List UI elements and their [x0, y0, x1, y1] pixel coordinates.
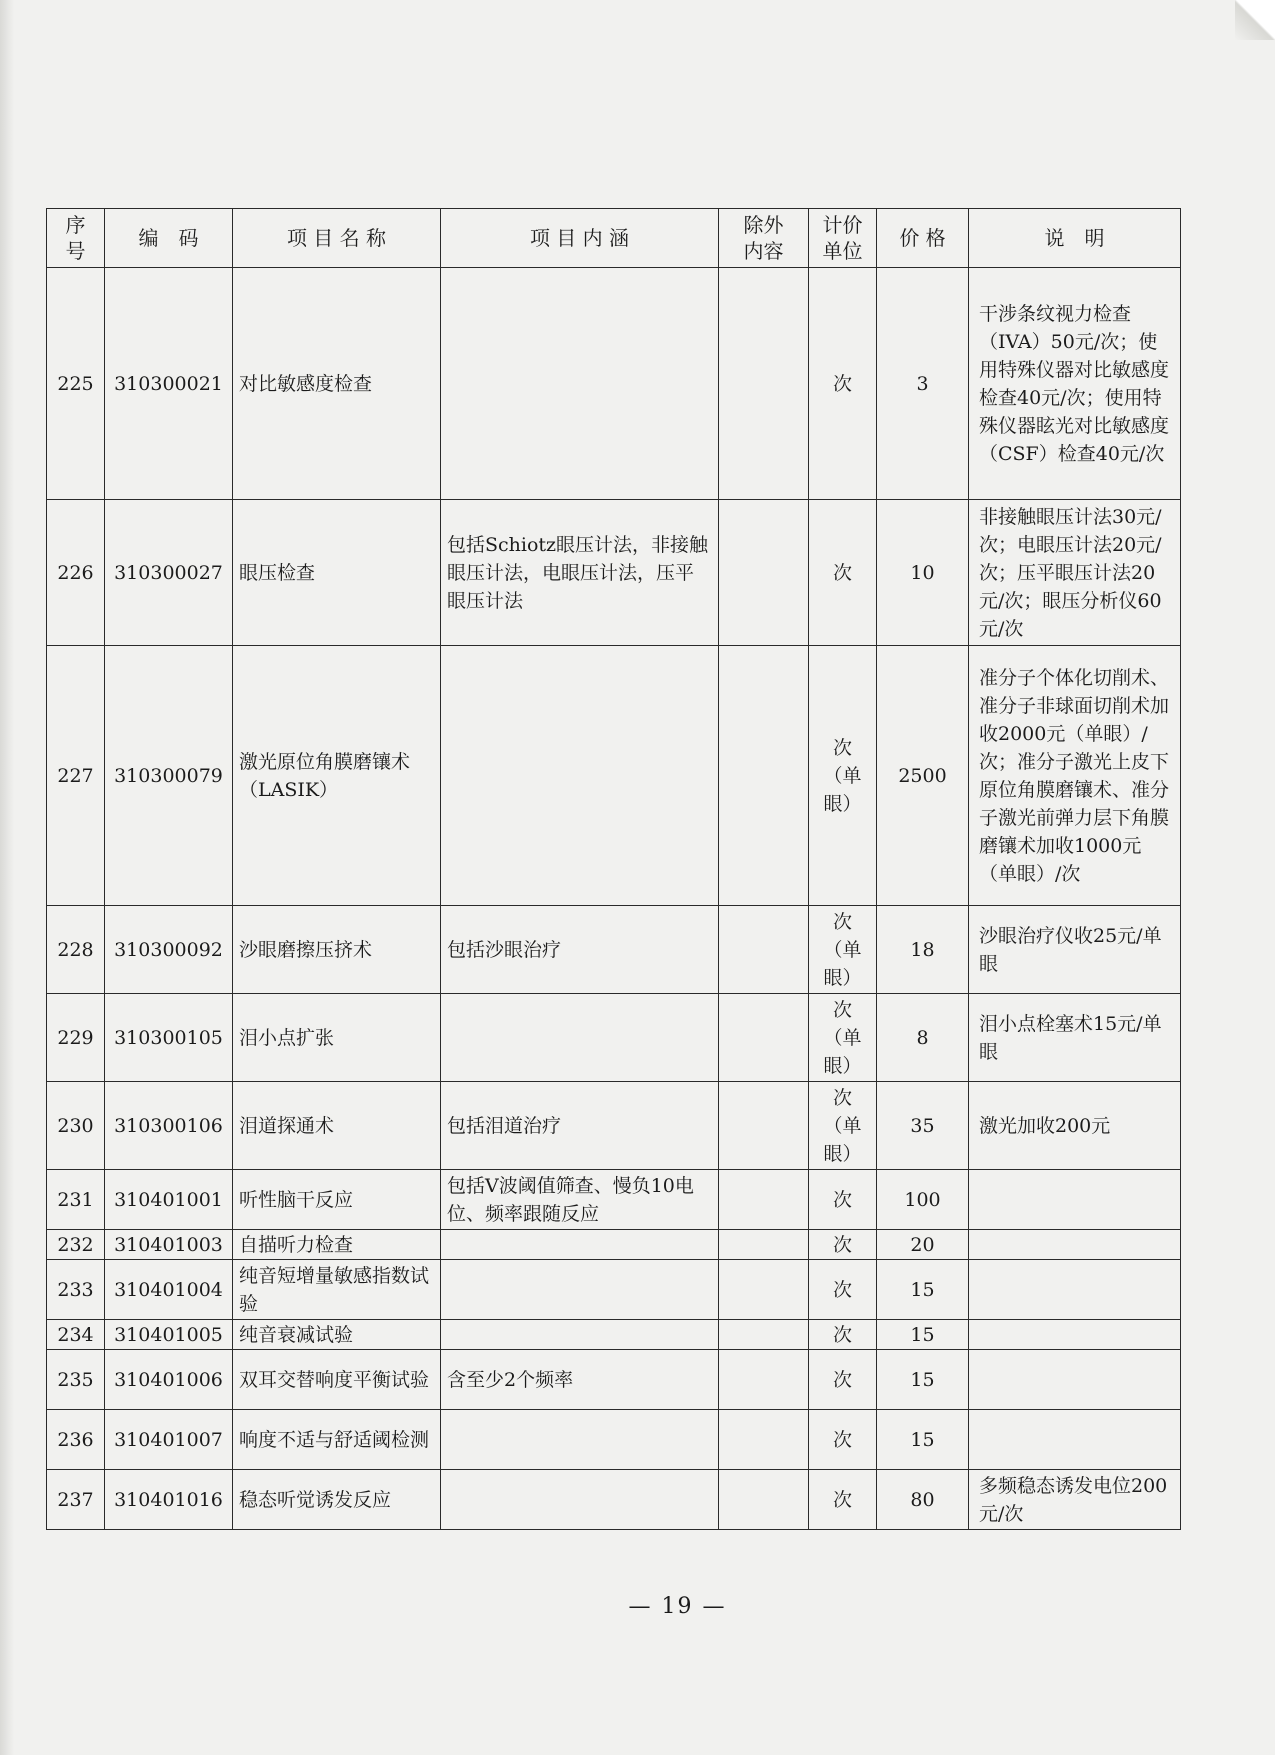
- cell-seq: 230: [47, 1082, 105, 1170]
- cell-remark: 干涉条纹视力检查（IVA）50元/次；使用特殊仪器对比敏感度检查40元/次；使用特殊仪器眩光对比敏感度（CSF）检查40元/次: [969, 268, 1181, 500]
- cell-content: [441, 994, 719, 1082]
- cell-price: 15: [877, 1350, 969, 1410]
- header-price: 价 格: [877, 209, 969, 268]
- cell-name: 沙眼磨擦压挤术: [233, 906, 441, 994]
- cell-seq: 231: [47, 1170, 105, 1230]
- cell-unit: 次: [809, 1260, 877, 1320]
- cell-remark: [969, 1410, 1181, 1470]
- cell-name: 听性脑干反应: [233, 1170, 441, 1230]
- cell-price: 80: [877, 1470, 969, 1530]
- cell-code: 310401007: [105, 1410, 233, 1470]
- cell-exclusion: [719, 646, 809, 906]
- cell-remark: 非接触眼压计法30元/次；电眼压计法20元/次；压平眼压计法20元/次；眼压分析仪60元/次: [969, 500, 1181, 646]
- table-row: [47, 646, 1181, 906]
- cell-code: 310401004: [105, 1260, 233, 1320]
- cell-exclusion: [719, 1260, 809, 1320]
- cell-remark: [969, 1170, 1181, 1230]
- cell-content: 含至少2个频率: [441, 1350, 719, 1410]
- cell-name: 纯音短增量敏感指数试验: [233, 1260, 441, 1320]
- cell-name: 稳态听觉诱发反应: [233, 1470, 441, 1530]
- cell-unit: 次: [809, 1170, 877, 1230]
- cell-price: 2500: [877, 646, 969, 906]
- cell-price: 3: [877, 268, 969, 500]
- cell-content: 包括V波阈值筛查、慢负10电位、频率跟随反应: [441, 1170, 719, 1230]
- cell-name: 泪道探通术: [233, 1082, 441, 1170]
- header-exclusion: 除外内容: [719, 209, 809, 268]
- cell-unit: 次: [809, 1350, 877, 1410]
- cell-code: 310300021: [105, 268, 233, 500]
- table-row: [47, 1470, 1181, 1530]
- cell-exclusion: [719, 1350, 809, 1410]
- table-row: [47, 1320, 1181, 1350]
- cell-code: 310300027: [105, 500, 233, 646]
- cell-remark: [969, 1350, 1181, 1410]
- cell-content: [441, 1410, 719, 1470]
- cell-remark: 准分子个体化切削术、准分子非球面切削术加收2000元（单眼）/次；准分子激光上皮下原位角膜磨镶术、准分子激光前弹力层下角膜磨镶术加收1000元（单眼）/次: [969, 646, 1181, 906]
- cell-remark: 激光加收200元: [969, 1082, 1181, 1170]
- cell-seq: 233: [47, 1260, 105, 1320]
- cell-price: 15: [877, 1260, 969, 1320]
- cell-code: 310300106: [105, 1082, 233, 1170]
- cell-price: 15: [877, 1320, 969, 1350]
- cell-unit: 次: [809, 1470, 877, 1530]
- cell-price: 35: [877, 1082, 969, 1170]
- cell-seq: 234: [47, 1320, 105, 1350]
- table-row: [47, 1230, 1181, 1260]
- cell-exclusion: [719, 1170, 809, 1230]
- cell-unit: 次: [809, 1230, 877, 1260]
- cell-unit: 次（单眼）: [809, 994, 877, 1082]
- cell-name: 纯音衰减试验: [233, 1320, 441, 1350]
- cell-code: 310401001: [105, 1170, 233, 1230]
- cell-code: 310401003: [105, 1230, 233, 1260]
- header-remark: 说 明: [969, 209, 1181, 268]
- cell-price: 15: [877, 1410, 969, 1470]
- cell-unit: 次: [809, 500, 877, 646]
- cell-remark: 沙眼治疗仪收25元/单眼: [969, 906, 1181, 994]
- scan-page-edge: [0, 0, 14, 1755]
- cell-seq: 236: [47, 1410, 105, 1470]
- cell-price: 100: [877, 1170, 969, 1230]
- cell-unit: 次: [809, 268, 877, 500]
- cell-name: 泪小点扩张: [233, 994, 441, 1082]
- cell-name: 眼压检查: [233, 500, 441, 646]
- table-row: [47, 1410, 1181, 1470]
- table-row: [47, 500, 1181, 646]
- cell-name: 双耳交替响度平衡试验: [233, 1350, 441, 1410]
- cell-exclusion: [719, 1410, 809, 1470]
- cell-name: 对比敏感度检查: [233, 268, 441, 500]
- cell-code: 310300092: [105, 906, 233, 994]
- cell-remark: [969, 1320, 1181, 1350]
- header-name: 项 目 名 称: [233, 209, 441, 268]
- cell-price: 8: [877, 994, 969, 1082]
- table-row: [47, 994, 1181, 1082]
- cell-name: 自描听力检查: [233, 1230, 441, 1260]
- cell-seq: 232: [47, 1230, 105, 1260]
- cell-exclusion: [719, 1230, 809, 1260]
- cell-code: 310401006: [105, 1350, 233, 1410]
- cell-code: 310401005: [105, 1320, 233, 1350]
- cell-exclusion: [719, 1082, 809, 1170]
- cell-content: [441, 1260, 719, 1320]
- cell-remark: [969, 1230, 1181, 1260]
- cell-code: 310300079: [105, 646, 233, 906]
- scan-corner-fold: [1235, 0, 1275, 40]
- table-row: [47, 268, 1181, 500]
- table-header-row: [47, 209, 1181, 268]
- cell-seq: 235: [47, 1350, 105, 1410]
- cell-remark: [969, 1260, 1181, 1320]
- cell-content: 包括泪道治疗: [441, 1082, 719, 1170]
- header-code: 编 码: [105, 209, 233, 268]
- table-row: [47, 1260, 1181, 1320]
- medical-fee-table: [46, 208, 1181, 1530]
- cell-content: 包括沙眼治疗: [441, 906, 719, 994]
- cell-content: [441, 1230, 719, 1260]
- cell-seq: 226: [47, 500, 105, 646]
- cell-name: 激光原位角膜磨镶术（LASIK）: [233, 646, 441, 906]
- cell-price: 20: [877, 1230, 969, 1260]
- table-row: [47, 1170, 1181, 1230]
- cell-exclusion: [719, 906, 809, 994]
- cell-price: 10: [877, 500, 969, 646]
- cell-unit: 次（单眼）: [809, 906, 877, 994]
- cell-code: 310300105: [105, 994, 233, 1082]
- cell-exclusion: [719, 1320, 809, 1350]
- table-row: [47, 1350, 1181, 1410]
- cell-content: [441, 268, 719, 500]
- header-seq: 序号: [47, 209, 105, 268]
- header-content: 项 目 内 涵: [441, 209, 719, 268]
- cell-code: 310401016: [105, 1470, 233, 1530]
- cell-content: [441, 1320, 719, 1350]
- cell-unit: 次: [809, 1320, 877, 1350]
- cell-seq: 228: [47, 906, 105, 994]
- cell-unit: 次（单眼）: [809, 1082, 877, 1170]
- cell-seq: 227: [47, 646, 105, 906]
- cell-exclusion: [719, 1470, 809, 1530]
- cell-content: [441, 646, 719, 906]
- cell-exclusion: [719, 268, 809, 500]
- cell-price: 18: [877, 906, 969, 994]
- cell-seq: 225: [47, 268, 105, 500]
- cell-unit: 次（单眼）: [809, 646, 877, 906]
- header-unit: 计价单位: [809, 209, 877, 268]
- cell-seq: 237: [47, 1470, 105, 1530]
- cell-seq: 229: [47, 994, 105, 1082]
- table-row: [47, 1082, 1181, 1170]
- cell-exclusion: [719, 500, 809, 646]
- cell-remark: 多频稳态诱发电位200元/次: [969, 1470, 1181, 1530]
- cell-remark: 泪小点栓塞术15元/单眼: [969, 994, 1181, 1082]
- cell-name: 响度不适与舒适阈检测: [233, 1410, 441, 1470]
- cell-exclusion: [719, 994, 809, 1082]
- cell-content: 包括Schiotz眼压计法，非接触眼压计法，电眼压计法，压平眼压计法: [441, 500, 719, 646]
- cell-unit: 次: [809, 1410, 877, 1470]
- cell-content: [441, 1470, 719, 1530]
- table-row: [47, 906, 1181, 994]
- page-number: — 19 —: [628, 1594, 727, 1619]
